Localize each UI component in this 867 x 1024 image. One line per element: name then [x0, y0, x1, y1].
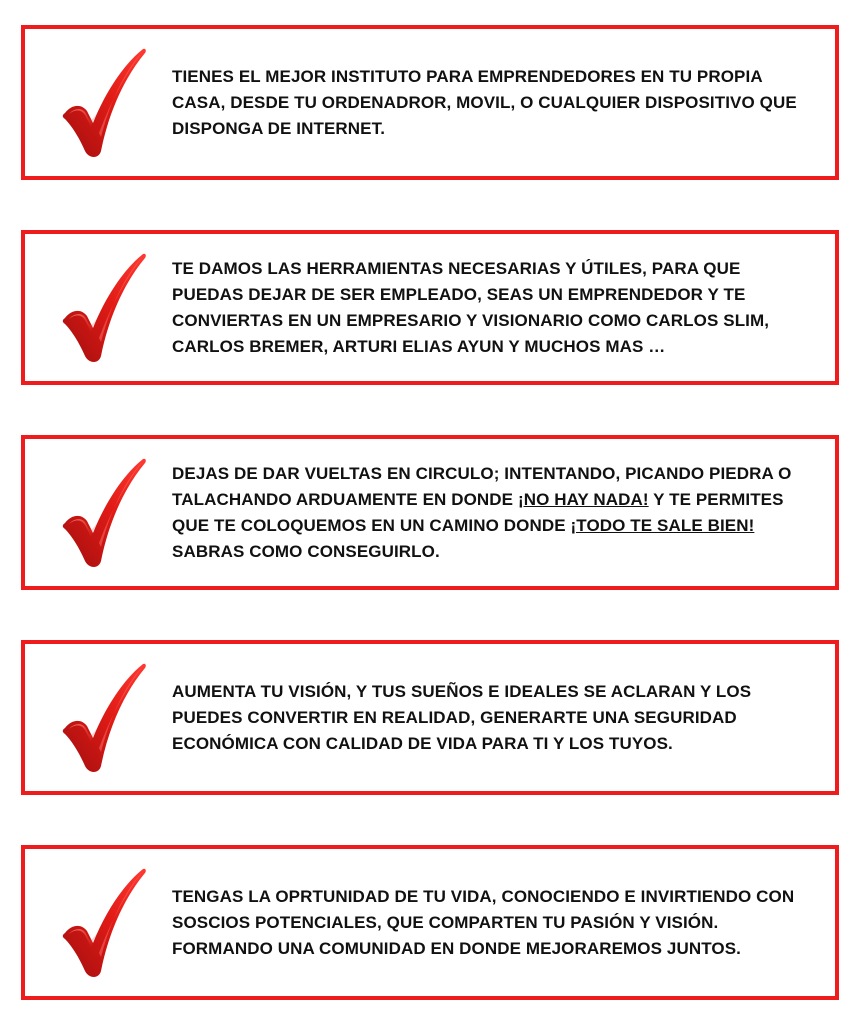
underlined-phrase-todo-te-sale-bien: ¡TODO TE SALE BIEN!	[570, 515, 755, 535]
benefit-card-2	[21, 230, 839, 385]
benefit-text-4: AUMENTA TU VISIÓN, Y TUS SUEÑOS E IDEALES SE ACLARAN Y LOS PUEDES CONVERTIR EN REALIDAD, GENERARTE UNA SEGURIDAD ECONÓMICA CON CALIDAD DE VIDA PARA TI Y LOS TUYOS.	[172, 681, 752, 753]
benefit-text-5: TENGAS LA OPRTUNIDAD DE TU VIDA, CONOCIENDO E INVIRTIENDO CON SOSCIOS POTENCIALES, QUE COMPARTEN TU PASIÓN Y VISIÓN. FORMANDO UNA COMUNIDAD EN DONDE MEJORAREMOS JUNTOS.	[172, 886, 795, 958]
checkmark-icon	[59, 662, 147, 774]
benefit-text-2: TE DAMOS LAS HERRAMIENTAS NECESARIAS Y ÚTILES, PARA QUE PUEDAS DEJAR DE SER EMPLEADO, SEAS UN EMPRENDEDOR Y TE CONVIERTAS EN UN EMPRESARIO Y VISIONARIO COMO CARLOS SLIM, CARLOS BREMER, ARTURI ELIAS AYUN Y MUCHOS MAS …	[172, 258, 770, 356]
benefit-text-3-part-b: Y TE PERMITES QUE TE COLOQUEMOS EN UN CAMINO DONDE	[172, 489, 784, 535]
checkmark-icon	[59, 47, 147, 159]
underlined-phrase-no-hay-nada: ¡NO HAY NADA!	[517, 489, 649, 509]
benefit-text-3-part-c: SABRAS COMO CONSEGUIRLO.	[172, 541, 440, 561]
checkmark-icon	[59, 867, 147, 979]
benefit-card-3	[21, 435, 839, 590]
benefit-card-4	[21, 640, 839, 795]
benefit-card-1	[21, 25, 839, 180]
benefit-text-1: TIENES EL MEJOR INSTITUTO PARA EMPRENDEDORES EN TU PROPIA CASA, DESDE TU ORDENADROR, MOVIL, O CUALQUIER DISPOSITIVO QUE DISPONGA DE INTERNET.	[172, 66, 797, 138]
checkmark-icon	[59, 457, 147, 569]
benefit-text-3-part-a: DEJAS DE DAR VUELTAS EN CIRCULO; INTENTANDO, PICANDO PIEDRA O TALACHANDO ARDUAMENTE EN DONDE	[172, 463, 792, 509]
checkmark-icon	[59, 252, 147, 364]
benefit-card-5	[21, 845, 839, 1000]
benefit-text-3	[172, 461, 805, 565]
